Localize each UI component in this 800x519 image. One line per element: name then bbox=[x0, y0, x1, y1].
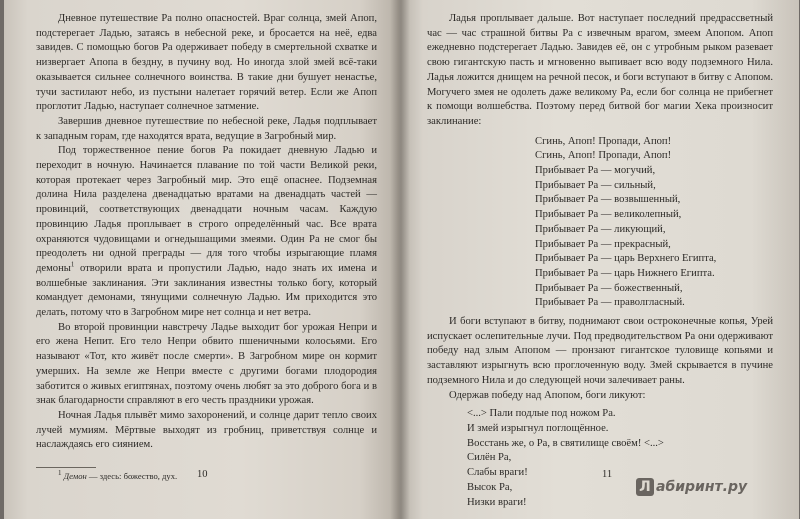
paragraph: Во второй провинции навстречу Ладье выходит бог урожая Непри и его жена Непит. Его тело Непри обвито пшеничными колосьями. Его называют «Тот, кто живёт после смерти». В Загробном мире он кормит умерших. На земле же Непри вместе с другими богами плодородия заботится о живых египтянах, поэтому очень любят за это доброго бога и в знак благодарности справляют в его честь праздники урожая. bbox=[36, 321, 377, 407]
incantation-verse bbox=[535, 135, 773, 311]
book-gutter bbox=[390, 0, 410, 519]
paragraph: Дневное путешествие Ра полно опасностей. Враг солнца, змей Апоп, подстерегает Ладью, затаясь в небесной реке, и бросается на неё, едва завидев. С помощью богов Ра одерживает победу в смертельной схватке и низвергает Апопа в бездну, в пучину вод. Но иногда злой змей всё-таки оказывается сильнее солнечного воинства. В такие дни бушует ненастье, тучи застилают небо, из пустыни налетает горячий ветер. Если же Апоп проглотит Ладью, наступает солнечное затмение. bbox=[36, 13, 377, 113]
paragraph: И боги вступают в битву, поднимают свои остроконечные копья, Урей испускает ослепительные лучи. Под предводительством Ра они одерживают победу над злым Апопом — пронзают гигантское туловище копьями и заставляют изрыгнуть всю проглоченную воду. Змей скрывается в пучине подземного Нила и до следующей ночи залечивает раны. bbox=[427, 316, 773, 386]
footnote-text: — здесь: божество, дух. bbox=[86, 471, 178, 482]
book-spread bbox=[4, 0, 796, 519]
verse-line: Прибывает Ра — божественный, bbox=[535, 282, 683, 294]
paragraph-continuation: отворили врата и пропустили Ладью, надо знать их имена и волшебные заклинания. Эти заклинания известны только богу, который командует демонами, тянущими солнечную Ладью. Им приходится это делать, потому что в Загробном мире нет солнца и нет ветра. bbox=[36, 262, 377, 319]
paragraph: Ладья проплывает дальше. Вот наступает последний предрассветный час — час страшной битвы Ра с извечным врагом, змеем Апопом. Апоп ежедневно подстерегает Ладью. Завидев её, он с утробным рыком разевает свою гигантскую пасть и мгновенно выпивает всю воду подземного Нила. Ладья ложится днищем на речной песок, и боги вступают в битву с Апопом. Могучего змея не одолеть даже великому Ра, если бог солнца не прибегнет к помощи волшебства. Поэтому перед битвой бог магии Хека произносит заклинание: bbox=[427, 13, 773, 127]
verse-line: Прибывает Ра — ликующий, bbox=[535, 223, 666, 235]
verse-line: Низки враги! bbox=[467, 496, 527, 508]
verse-line: <...> Пали подлые под ножом Ра. bbox=[467, 408, 616, 420]
verse-line: Прибывает Ра — великолепный, bbox=[535, 209, 682, 221]
footnote-number: 1 bbox=[58, 469, 62, 478]
verse-line: Высок Ра, bbox=[467, 481, 513, 493]
paragraph: Ночная Ладья плывёт мимо захоронений, и солнце дарит тепло своих лучей мумиям. Мёртвые выходят из гробниц, приветствуя солнце и наслаждаясь его сиянием. bbox=[36, 409, 377, 451]
paragraph: Завершив дневное путешествие по небесной реке, Ладья подплывает к западным горам, где находятся врата, ведущие в Загробный мир. bbox=[36, 115, 377, 142]
verse-line: Сгинь, Апоп! Пропади, Апоп! bbox=[535, 150, 672, 162]
verse-line: Сгинь, Апоп! Пропади, Апоп! bbox=[535, 135, 672, 147]
footnote-term: Демон bbox=[63, 471, 87, 482]
paragraph-text: Под торжественное пение богов Ра покидает дневную Ладью и переходит в ночную. Начинается плавание по той части Великой реки, которая протекает через Загробный мир. Это ещё опаснее. Подземная долина Нила разделена двенадцатью вратами на двенадцать частей — провинций, соответствующих двенадцати ночным часам. Каждую провинцию Ладья проплывает в строго определённый час. Все врата охраняются чудовищами и огнедышащими змеями. Один Ра не смог бы преодолеть ни одной преграды — для того чтобы изрыгающие пламя демоны bbox=[36, 145, 377, 274]
verse-line: Прибывает Ра — сильный, bbox=[535, 179, 656, 191]
watermark-logo-badge: Л bbox=[636, 478, 654, 496]
paragraph: Одержав победу над Апопом, боги ликуют: bbox=[449, 389, 646, 401]
verse-line: Восстань же, о Ра, в святилище своём! <...> bbox=[467, 437, 664, 449]
paragraph bbox=[36, 144, 377, 320]
labirint-watermark bbox=[636, 475, 786, 499]
verse-line: Прибывает Ра — царь Нижнего Египта. bbox=[535, 267, 715, 279]
footnote-marker: 1 bbox=[70, 260, 75, 269]
verse-line: Прибывает Ра — прекрасный, bbox=[535, 238, 671, 250]
right-page bbox=[399, 0, 799, 519]
left-page bbox=[4, 0, 399, 519]
verse-line: Прибывает Ра — возвышенный, bbox=[535, 194, 681, 206]
verse-line: Силён Ра, bbox=[467, 452, 512, 464]
verse-line: Слабы враги! bbox=[467, 467, 528, 479]
verse-line: Прибывает Ра — могучий, bbox=[535, 165, 656, 177]
verse-line: Прибывает Ра — праволгласный. bbox=[535, 297, 685, 309]
verse-line: Прибывает Ра — царь Верхнего Египта, bbox=[535, 253, 717, 265]
page-number: 11 bbox=[602, 469, 613, 481]
watermark-text: абиринт.ру bbox=[656, 479, 748, 495]
verse-line: И змей изрыгнул поглощённое. bbox=[467, 422, 609, 434]
page-number: 10 bbox=[197, 469, 208, 481]
footnote-divider bbox=[36, 467, 96, 468]
